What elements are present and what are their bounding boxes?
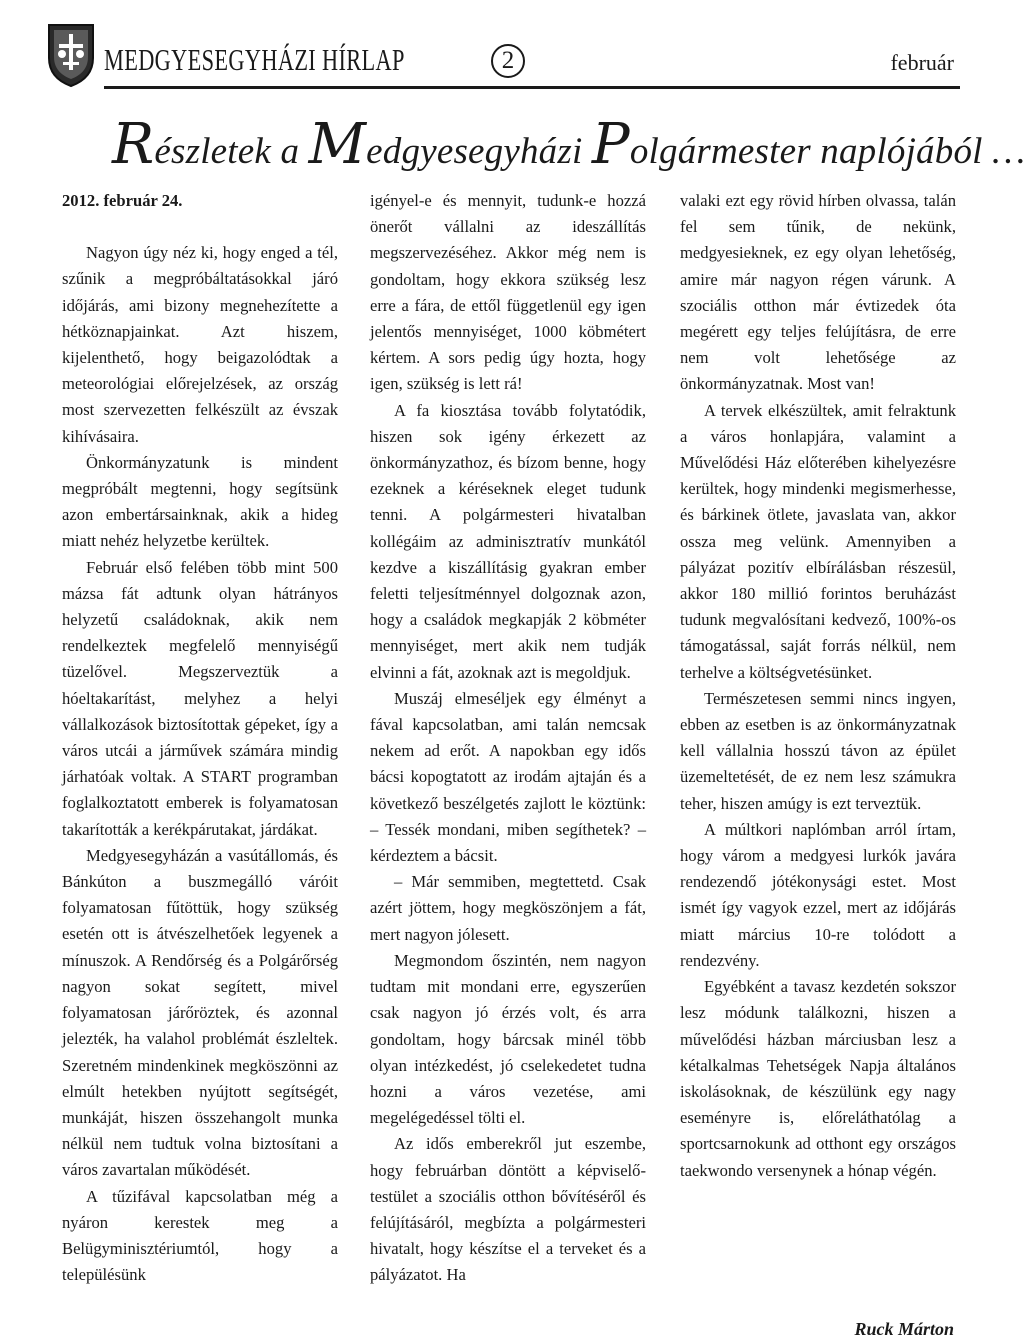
headline-cap: M — [308, 112, 367, 177]
paragraph: Önkormányzatunk is mindent megpróbált megtenni, hogy segítsünk azon embertársainknak, akik a hideg miatt nehéz helyzetbe kerültek. — [62, 452, 338, 551]
paragraph: Az idős emberekről jut eszembe, hogy februárban döntött a képviselő-testület a szociális otthon bővítéséről és felújításáról, megbízta a polgármesteri hivatalt, hogy készítse el a terveket és a pályázatot. Ha — [370, 1134, 646, 1285]
coat-of-arms-icon — [46, 22, 96, 88]
issue-month: február — [890, 50, 954, 75]
page-number: 2 — [491, 44, 525, 78]
dateline: 2012. február 24. — [62, 191, 183, 210]
paragraph: igényel-e és mennyit, tudunk-e hozzá önerőt vállalni az ideszállítás megszervezéséhez. Akkor még nem is gondoltam, hogy ekkora szükség lesz erre a fára, de ettől függetlenül egy igen jelentős mennyiséget, 1000 köbmétert kértem. A sors pedig úgy hozta, hogy igen, szükség is lett rá! — [370, 191, 646, 394]
paragraph: A tűzifával kapcsolatban még a nyáron kerestek meg a Belügyminisztériumtól, hogy a településünk — [62, 1186, 338, 1285]
headline-cap: R — [112, 112, 155, 177]
paragraph: Természetesen semmi nincs ingyen, ebben az esetben is az önkormányzatnak kell vállalnia hosszú távon az épület üzemeltetését, de ez nem lesz számukra teher, hiszen amúgy is ezt terveztük. — [680, 688, 956, 813]
headline-cap: P — [591, 112, 630, 177]
paragraph: A tervek elkészültek, amit felraktunk a város honlapjára, valamint a Művelődési Ház előterében kihelyezésre kerültek, hogy mindenki megismerhesse, és bárkinek ötlete, javaslata van, akkor ossza meg velünk. Amennyiben a pályázat pozitív elbírálásban részesül, akkor 180 millió forintos beruházást tudunk megvalósítani kedvező, 100%-os támogatással, saját forrás nélkül, nem terhelve a költségvetésünket. — [680, 400, 956, 682]
paragraph: Muszáj elmeséljek egy élményt a fával kapcsolatban, ami talán nemcsak nekem ad erőt. A napokban egy idős bácsi kopogtatott az irodám ajtaján és a következő beszélgetés zajlott le köztünk: – Tessék mondani, miben segíthetek? – kérdeztem a bácsit. — [370, 688, 646, 866]
paragraph: Megmondom őszintén, nem nagyon tudtam mit mondani erre, egyszerűen csak nagyon jó érzés volt, és arra gondoltam, hogy bárcsak minél több olyan intézkedést, jó cselekedetet tudna hozni a város vezetése, ami megelégedéssel tölti el. — [370, 950, 646, 1128]
headline-part: edgyesegyházi — [366, 131, 592, 172]
paragraph: Medgyesegyházán a vasútállomás, és Bánkúton a buszmegálló váróit folyamatosan fűtöttük, hogy szükség esetén ott is átvészelhetőek legyenek a mínuszok. A Rendőrség és a Polgárőrség nagyon sokat segített, mivel folyamatosan járőröztek, és azonnal jelezték, ha valahol problémát észleltek. Szeretném mindenkinek megköszönni az elmúlt hetekben nyújtott segítségét, munkáját, hiszen összehangolt munka nélkül nem tudtuk volna biztosítani a város zavartalan működését. — [62, 845, 338, 1180]
paragraph: Egyébként a tavasz kezdetén sokszor lesz módunk találkozni, hiszen a művelődési házban márciusban lesz a kétalkalmas Tehetségek Napja általános iskolásoknak, de készülünk egy nagy eseményre is, előreláthatólag a sportcsarnokunk ad otthont egy országos taekwondo versenynek a hónap végén. — [680, 977, 956, 1180]
masthead-title: MEDGYESEGYHÁZI HÍRLAP — [104, 42, 405, 77]
paragraph: Február első felében több mint 500 mázsa fát adtunk olyan hátrányos helyzetű családoknak, akik nem rendelkeztek megfelelő mennyiségű tüzelővel. Megszerveztük a hóeltakarítást, melyhez a helyi vállalkozások biztosítottak gépeket, így a város utcái a járművek számára mindig járhatóak voltak. A START programban foglalkoztatott emberek is folyamatosan takarították a kerékpárutakat, járdákat. — [62, 557, 338, 839]
headline-part: olgármester naplójából … — [629, 131, 1025, 172]
masthead-rule — [104, 86, 960, 89]
paragraph: A fa kiosztása tovább folytatódik, hiszen sok igény érkezett az önkormányzathoz, és bízom benne, hogy ezeknek a kéréseknek eleget tudunk tenni. A polgármesteri hivatalban kollégáim az adminisztratív munkától kezdve a kiszállításig gyakran ember feletti teljesítménnyel dolgoznak azon, hogy a családok megkapják 2 köbméter mennyiséget, mert akik nem tudják elvinni a fát, azoknak azt is megoldjuk. — [370, 400, 646, 682]
column-2 — [370, 188, 646, 1289]
paragraph: A múltkori naplómban arról írtam, hogy várom a medgyesi lurkók javára rendezendő jótékonysági estet. Most ismét így vagyok ezzel, mert az időjárás miatt március 10-re tolódott a rendezvény. — [680, 819, 956, 970]
paragraph: valaki ezt egy rövid hírben olvassa, talán fel sem tűnik, de nekünk, medgyesieknek, ez egy olyan lehetőség, amire már nagyon régen várunk. A szociális otthon már évtizedek óta megérett egy teljes felújításra, de erre nem volt lehetősége az önkormányzatnak. Most van! — [680, 191, 956, 394]
paragraph: Nagyon úgy néz ki, hogy enged a tél, szűnik a megpróbáltatásokkal járó időjárás, ami bizony megnehezítette a hétköznapjainkat. Azt hiszem, kijelenthető, hogy beigazolódtak a meteorológiai előrejelzések, az ország most szervezetten felkészült az évszak kihívásaira. — [62, 243, 338, 446]
headline-part: észletek a — [154, 131, 309, 172]
headline — [112, 112, 1025, 177]
author-signature: Ruck Márton — [854, 1319, 954, 1339]
column-3 — [680, 188, 956, 1184]
paragraph: – Már semmiben, megtettetd. Csak azért jöttem, hogy megköszönjem a fát, mert nagyon jólesett. — [370, 872, 646, 944]
column-1 — [62, 188, 338, 1288]
